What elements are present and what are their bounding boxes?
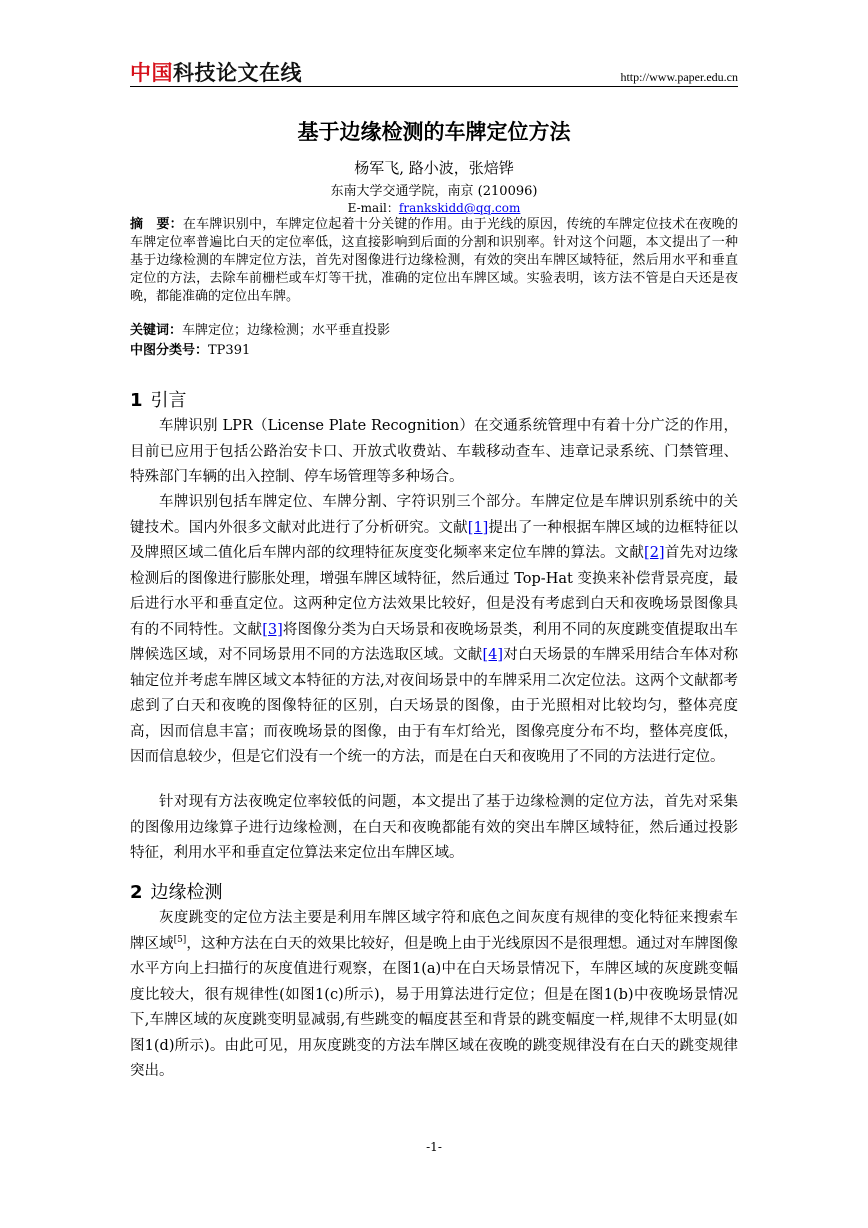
paragraph-text: 灰度跳变的定位方法主要是利用车牌区域字符和底色之间灰度有规律的变化特征来搜索车牌区域 xyxy=(130,910,738,952)
section-1-title: 引言 xyxy=(150,390,187,411)
classification xyxy=(130,339,738,358)
reference-link-1[interactable]: [1] xyxy=(467,519,489,536)
site-logo[interactable] xyxy=(130,60,302,86)
paragraph-text: 车牌识别包括车牌定位、车牌分割、字符识别三个部分。车牌定位是车牌识别系统中的关键技术。国内外很多文献对此进行了分析研究。文献 xyxy=(130,494,738,536)
paragraph-text: ，这种方法在白天的效果比较好，但是晚上由于光线原因不是很理想。通过对车牌图像水平方向上扫描行的灰度值进行观察，在图1(a)中在白天场景情况下，车牌区域的灰度跳变幅度比较大，很有规律性(如图1(c)所示)，易于用算法进行定位；但是在图1(b)中夜晚场景情况下,车牌区域的灰度跳变明显减弱,有些跳变的幅度甚至和背景的跳变幅度一样,规律不太明显(如图1(d)所示)。由此可见，用灰度跳变的方法车牌区域在夜晚的跳变规律没有在白天的跳变规律突出。 xyxy=(130,935,739,1079)
section-2-paragraph-1 xyxy=(130,906,738,1085)
reference-superscript-5[interactable]: [5] xyxy=(173,934,187,945)
paragraph-text: 对白天场景的车牌采用结合车体对称轴定位并考虑车牌区域文本特征的方法,对夜间场景中的车牌采用二次定位法。这两个文献都考虑到了白天和夜晚的图像特征的区别，白天场景的图像，由于光照相对比较均匀，整体亮度高，因而信息丰富；而夜晚场景的图像，由于有车灯给光，图像亮度分布不均，整体亮度低，因而信息较少，但是它们没有一个统一的方法，而是在白天和夜晚用了不同的方法进行定位。 xyxy=(130,647,739,765)
paragraph-text: 提出了一种根据车牌区域的边框特征以及牌照区域二值化后车牌内部的纹理特征灰度变化频率来定位车牌的算法。文献 xyxy=(130,519,739,561)
classification-text: TP391 xyxy=(208,343,251,358)
keywords xyxy=(130,319,738,338)
page-number: -1- xyxy=(426,1140,442,1154)
logo-red-text: 中国 xyxy=(130,61,173,85)
keywords-label: 关键词： xyxy=(130,323,183,338)
reference-link-2[interactable]: [2] xyxy=(644,545,665,561)
paper-authors: 杨军飞, 路小波，张焙铧 xyxy=(354,159,514,177)
abstract-label: 摘 要： xyxy=(130,217,183,232)
email-link[interactable]: frankskidd@qq.com xyxy=(398,201,521,215)
section-2-number: 2 xyxy=(130,882,143,903)
abstract-text: 在车牌识别中，车牌定位起着十分关键的作用。由于光线的原因，传统的车牌定位技术在夜晚的车牌定位率普遍比白天的定位率低，这直接影响到后面的分割和识别率。针对这个问题，本文提出了一种基于边缘检测的车牌定位方法，首先对图像进行边缘检测，有效的突出车牌区域特征，然后用水平和垂直定位的方法，去除车前栅栏或车灯等干扰，准确的定位出车牌区域。实验表明，该方法不管是白天还是夜晚，都能准确的定位出车牌。 xyxy=(130,217,738,304)
keywords-text: 车牌定位；边缘检测；水平垂直投影 xyxy=(182,323,391,338)
reference-link-3[interactable]: [3] xyxy=(262,621,283,638)
section-2-heading xyxy=(130,878,223,904)
page-header xyxy=(130,60,738,87)
logo-dark-text: 科技论文在线 xyxy=(173,61,302,85)
paragraph-text: 将图像分类为白天场景和夜晚场景类，利用不同的灰度跳变值提取出车牌候选区域，对不同场景用不同的方法选取区域。文献 xyxy=(130,621,739,663)
email-label: E-mail： xyxy=(347,201,399,215)
abstract xyxy=(130,216,738,306)
section-1-paragraph-2 xyxy=(130,490,738,771)
section-1-paragraph-3: 针对现有方法夜晚定位率较低的问题，本文提出了基于边缘检测的定位方法，首先对采集的图像用边缘算子进行边缘检测，在白天和夜晚都能有效的突出车牌区域特征，然后通过投影特征，利用水平和垂直定位算法来定位出车牌区域。 xyxy=(130,794,738,861)
section-2-title: 边缘检测 xyxy=(150,882,223,903)
section-1-heading xyxy=(130,386,187,412)
section-1-paragraph-1: 车牌识别 LPR（License Plate Recognition）在交通系统管理中有着十分广泛的作用，目前已应用于包括公路治安卡口、开放式收费站、车载移动查车、违章记录系统、门禁管理、特殊部门车辆的出入控制、停车场管理等多种场合。 xyxy=(130,418,738,485)
site-url[interactable]: http://www.paper.edu.cn xyxy=(620,70,738,84)
classification-label: 中图分类号： xyxy=(130,343,209,358)
paragraph-text: 首先对边缘检测后的图像进行膨胀处理，增强车牌区域特征，然后通过 Top-Hat 变换来补偿背景亮度，最后进行水平和垂直定位。这两种定位方法效果比较好，但是没有考虑到白天和夜晚场景图像具有的不同特性。文献 xyxy=(130,545,739,638)
paper-title: 基于边缘检测的车牌定位方法 xyxy=(297,120,571,144)
reference-link-4[interactable]: [4] xyxy=(482,647,504,663)
section-1-number: 1 xyxy=(130,390,143,411)
email-line xyxy=(130,199,738,216)
paper-affiliation: 东南大学交通学院，南京 (210096) xyxy=(330,184,538,199)
